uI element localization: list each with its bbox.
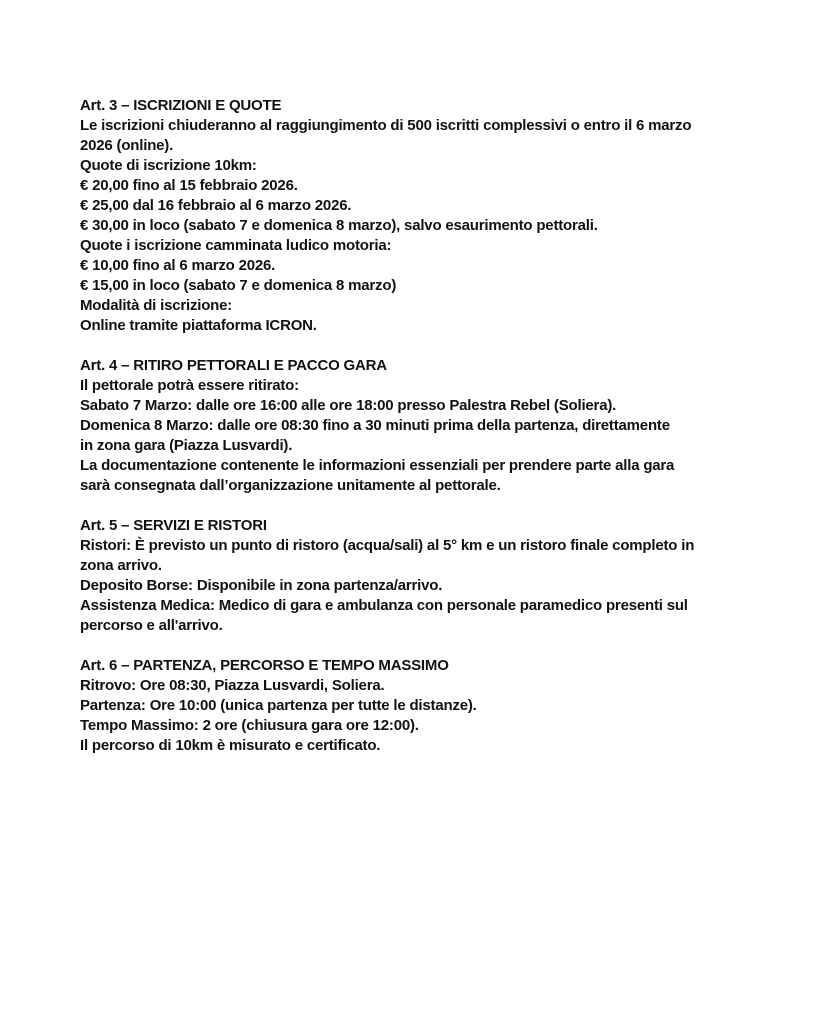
section-heading: Art. 5 – SERVIZI E RISTORI bbox=[80, 517, 267, 534]
text-line: Domenica 8 Marzo: dalle ore 08:30 fino a 30 minuti prima della partenza, direttamente bbox=[80, 417, 670, 434]
text-line: percorso e all'arrivo. bbox=[80, 617, 223, 634]
section-heading: Art. 3 – ISCRIZIONI E QUOTE bbox=[80, 97, 282, 114]
text-line: sarà consegnata dall’organizzazione unitamente al pettorale. bbox=[80, 477, 501, 494]
text-line: Assistenza Medica: Medico di gara e ambulanza con personale paramedico presenti sul bbox=[80, 597, 688, 614]
document-section-4 bbox=[80, 356, 789, 496]
section-heading: Art. 6 – PARTENZA, PERCORSO E TEMPO MASSIMO bbox=[80, 657, 449, 674]
text-line: 2026 (online). bbox=[80, 137, 174, 154]
text-line: Deposito Borse: Disponibile in zona partenza/arrivo. bbox=[80, 577, 443, 594]
text-line: Ritrovo: Ore 08:30, Piazza Lusvardi, Soliera. bbox=[80, 677, 385, 694]
text-line: € 25,00 dal 16 febbraio al 6 marzo 2026. bbox=[80, 197, 352, 214]
text-line: in zona gara (Piazza Lusvardi). bbox=[80, 437, 293, 454]
text-line: La documentazione contenente le informazioni essenziali per prendere parte alla gara bbox=[80, 457, 675, 474]
text-line: Il percorso di 10km è misurato e certificato. bbox=[80, 737, 381, 754]
text-line: € 10,00 fino al 6 marzo 2026. bbox=[80, 257, 276, 274]
text-line: Tempo Massimo: 2 ore (chiusura gara ore 12:00). bbox=[80, 717, 419, 734]
document-section-3 bbox=[80, 96, 789, 336]
text-line: Modalità di iscrizione: bbox=[80, 297, 233, 314]
text-line: € 30,00 in loco (sabato 7 e domenica 8 marzo), salvo esaurimento pettorali. bbox=[80, 217, 598, 234]
text-line: Sabato 7 Marzo: dalle ore 16:00 alle ore 18:00 presso Palestra Rebel (Soliera). bbox=[80, 397, 617, 414]
text-line: Quote i iscrizione camminata ludico motoria: bbox=[80, 237, 392, 254]
text-line: € 20,00 fino al 15 febbraio 2026. bbox=[80, 177, 298, 194]
document-section-5 bbox=[80, 516, 789, 636]
text-line: € 15,00 in loco (sabato 7 e domenica 8 marzo) bbox=[80, 277, 397, 294]
text-line: Partenza: Ore 10:00 (unica partenza per tutte le distanze). bbox=[80, 697, 477, 714]
text-line: Ristori: È previsto un punto di ristoro (acqua/sali) al 5° km e un ristoro finale completo in bbox=[80, 537, 695, 554]
text-line: zona arrivo. bbox=[80, 557, 162, 574]
document-section-6 bbox=[80, 656, 789, 756]
section-heading: Art. 4 – RITIRO PETTORALI E PACCO GARA bbox=[80, 357, 387, 374]
text-line: Quote di iscrizione 10km: bbox=[80, 157, 257, 174]
document-body bbox=[80, 96, 789, 756]
text-line: Le iscrizioni chiuderanno al raggiungimento di 500 iscritti complessivi o entro il 6 marzo bbox=[80, 117, 692, 134]
text-line: Online tramite piattaforma ICRON. bbox=[80, 317, 317, 334]
text-line: Il pettorale potrà essere ritirato: bbox=[80, 377, 299, 394]
